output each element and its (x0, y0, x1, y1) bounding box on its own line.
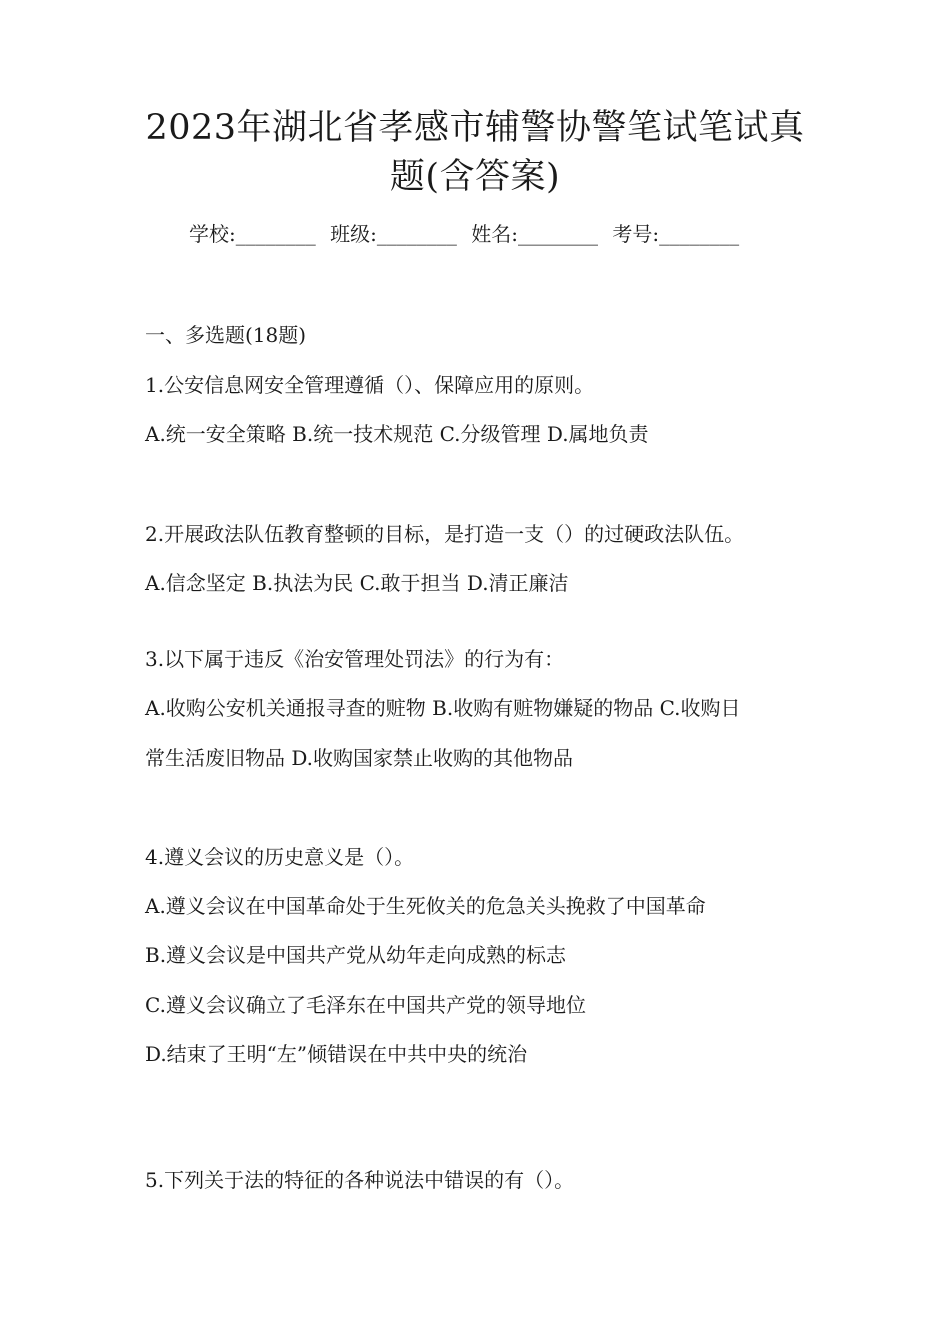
section-heading: 一、多选题(18题) (145, 323, 307, 347)
question-4-option-a: A.遵义会议在中国革命处于生死攸关的危急关头挽救了中国革命 (145, 894, 706, 918)
question-3-options-line-1: A.收购公安机关通报寻查的赃物 B.收购有赃物嫌疑的物品 C.收购日 (145, 696, 741, 720)
question-5-stem: 5.下列关于法的特征的各种说法中错误的有（）。 (145, 1168, 575, 1192)
document-title-line-2: 题(含答案) (389, 157, 561, 197)
document-title-line-1: 2023年湖北省孝感市辅警协警笔试笔试真 (145, 108, 805, 148)
question-3-stem: 3.以下属于违反《治安管理处罚法》的行为有： (145, 647, 565, 671)
question-1-stem: 1.公安信息网安全管理遵循（）、保障应用的原则。 (145, 373, 595, 397)
question-4-option-c: C.遵义会议确立了毛泽东在中国共产党的领导地位 (145, 993, 586, 1017)
question-4-stem: 4.遵义会议的历史意义是（）。 (145, 845, 415, 869)
question-4-option-d: D.结束了王明“左”倾错误在中共中央的统治 (145, 1042, 528, 1066)
question-1-options: A.统一安全策略 B.统一技术规范 C.分级管理 D.属地负责 (145, 422, 649, 446)
student-info-fields (189, 224, 739, 244)
question-3-options-line-2: 常生活废旧物品 D.收购国家禁止收购的其他物品 (145, 746, 574, 770)
question-2-stem: 2.开展政法队伍教育整顿的目标，是打造一支（）的过硬政法队伍。 (145, 522, 745, 546)
exam-number-field: 考号:________ (612, 222, 740, 246)
name-field: 姓名:________ (471, 222, 598, 246)
question-2-options: A.信念坚定 B.执法为民 C.敢于担当 D.清正廉洁 (145, 571, 569, 595)
class-field: 班级:________ (330, 222, 457, 246)
school-field: 学校:________ (189, 222, 316, 246)
question-4-option-b: B.遵义会议是中国共产党从幼年走向成熟的标志 (145, 943, 567, 967)
